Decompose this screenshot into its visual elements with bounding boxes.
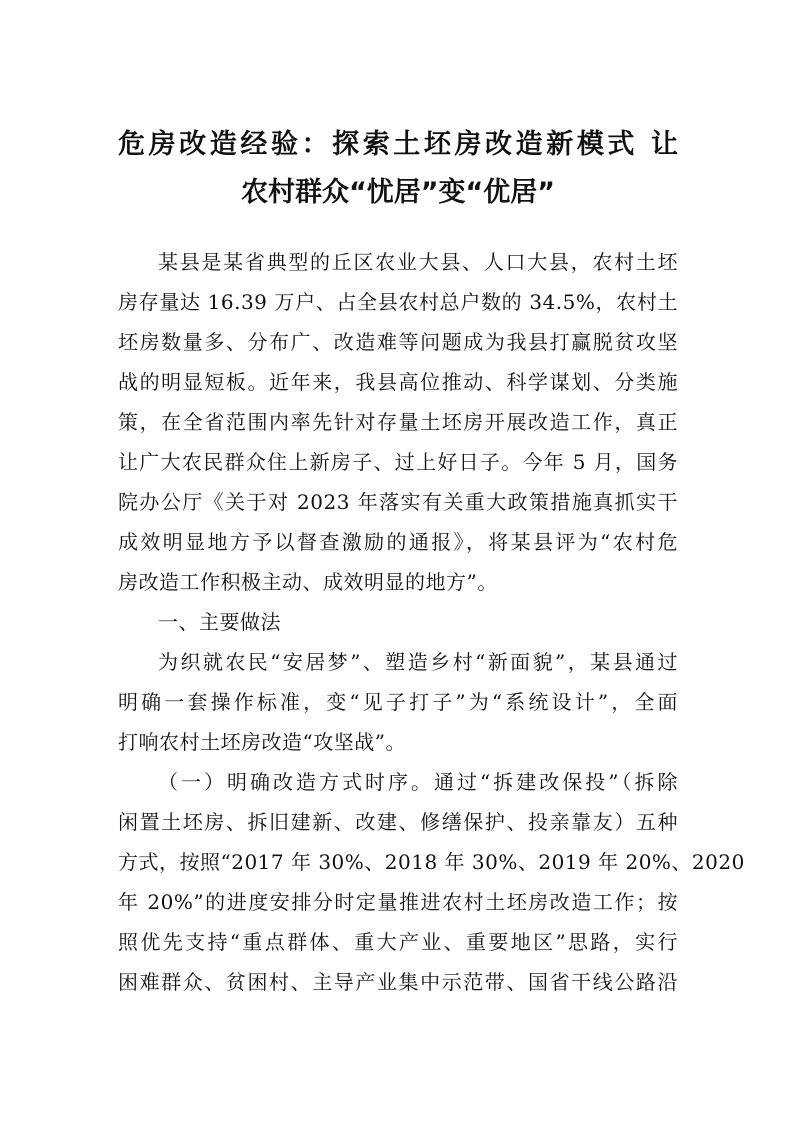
paragraph-line: 房改造工作积极主动、成效明显的地方”。 bbox=[118, 570, 498, 594]
paragraph-line: （一）明确改造方式时序。通过“拆建改保投”（拆除 bbox=[158, 770, 678, 794]
paragraph-line: 让广大农民群众住上新房子、过上好日子。今年 5 月，国务 bbox=[118, 450, 678, 474]
paragraph-line: 打响农村土坯房改造“攻坚战”。 bbox=[118, 730, 406, 754]
paragraph-line: 困难群众、贫困村、主导产业集中示范带、国省干线公路沿 bbox=[118, 970, 678, 994]
document-title-line-2: 农村群众“忧居”变“优居” bbox=[241, 177, 555, 208]
paragraph-line: 照优先支持“重点群体、重大产业、重要地区”思路，实行 bbox=[118, 930, 678, 954]
paragraph-line: 年 20%”的进度安排分时定量推进农村土坯房改造工作；按 bbox=[118, 890, 678, 914]
paragraph-line: 坯房数量多、分布广、改造难等问题成为我县打赢脱贫攻坚 bbox=[118, 330, 678, 354]
paragraph-line: 闲置土坯房、拆旧建新、改建、修缮保护、投亲靠友）五种 bbox=[118, 810, 678, 834]
document-title-line-1: 危房改造经验：探索土坯房改造新模式 让 bbox=[118, 129, 678, 160]
paragraph-line: 策，在全省范围内率先针对存量土坯房开展改造工作，真正 bbox=[118, 410, 678, 434]
paragraph-line: 房存量达 16.39 万户、占全县农村总户数的 34.5%，农村土 bbox=[118, 290, 678, 314]
section-heading: 一、主要做法 bbox=[158, 610, 281, 634]
paragraph-line: 明确一套操作标准，变“见子打子”为“系统设计”，全面 bbox=[118, 690, 678, 714]
paragraph-line: 战的明显短板。近年来，我县高位推动、科学谋划、分类施 bbox=[118, 370, 678, 394]
paragraph-line: 成效明显地方予以督查激励的通报》，将某县评为“农村危 bbox=[118, 530, 678, 554]
paragraph-line: 院办公厅《关于对 2023 年落实有关重大政策措施真抓实干 bbox=[118, 490, 678, 514]
paragraph-line: 方式，按照“2017 年 30%、2018 年 30%、2019 年 20%、2020 bbox=[118, 850, 745, 874]
paragraph-line: 为织就农民“安居梦”、塑造乡村“新面貌”，某县通过 bbox=[158, 650, 678, 674]
paragraph-line: 某县是某省典型的丘区农业大县、人口大县，农村土坯 bbox=[158, 250, 678, 274]
